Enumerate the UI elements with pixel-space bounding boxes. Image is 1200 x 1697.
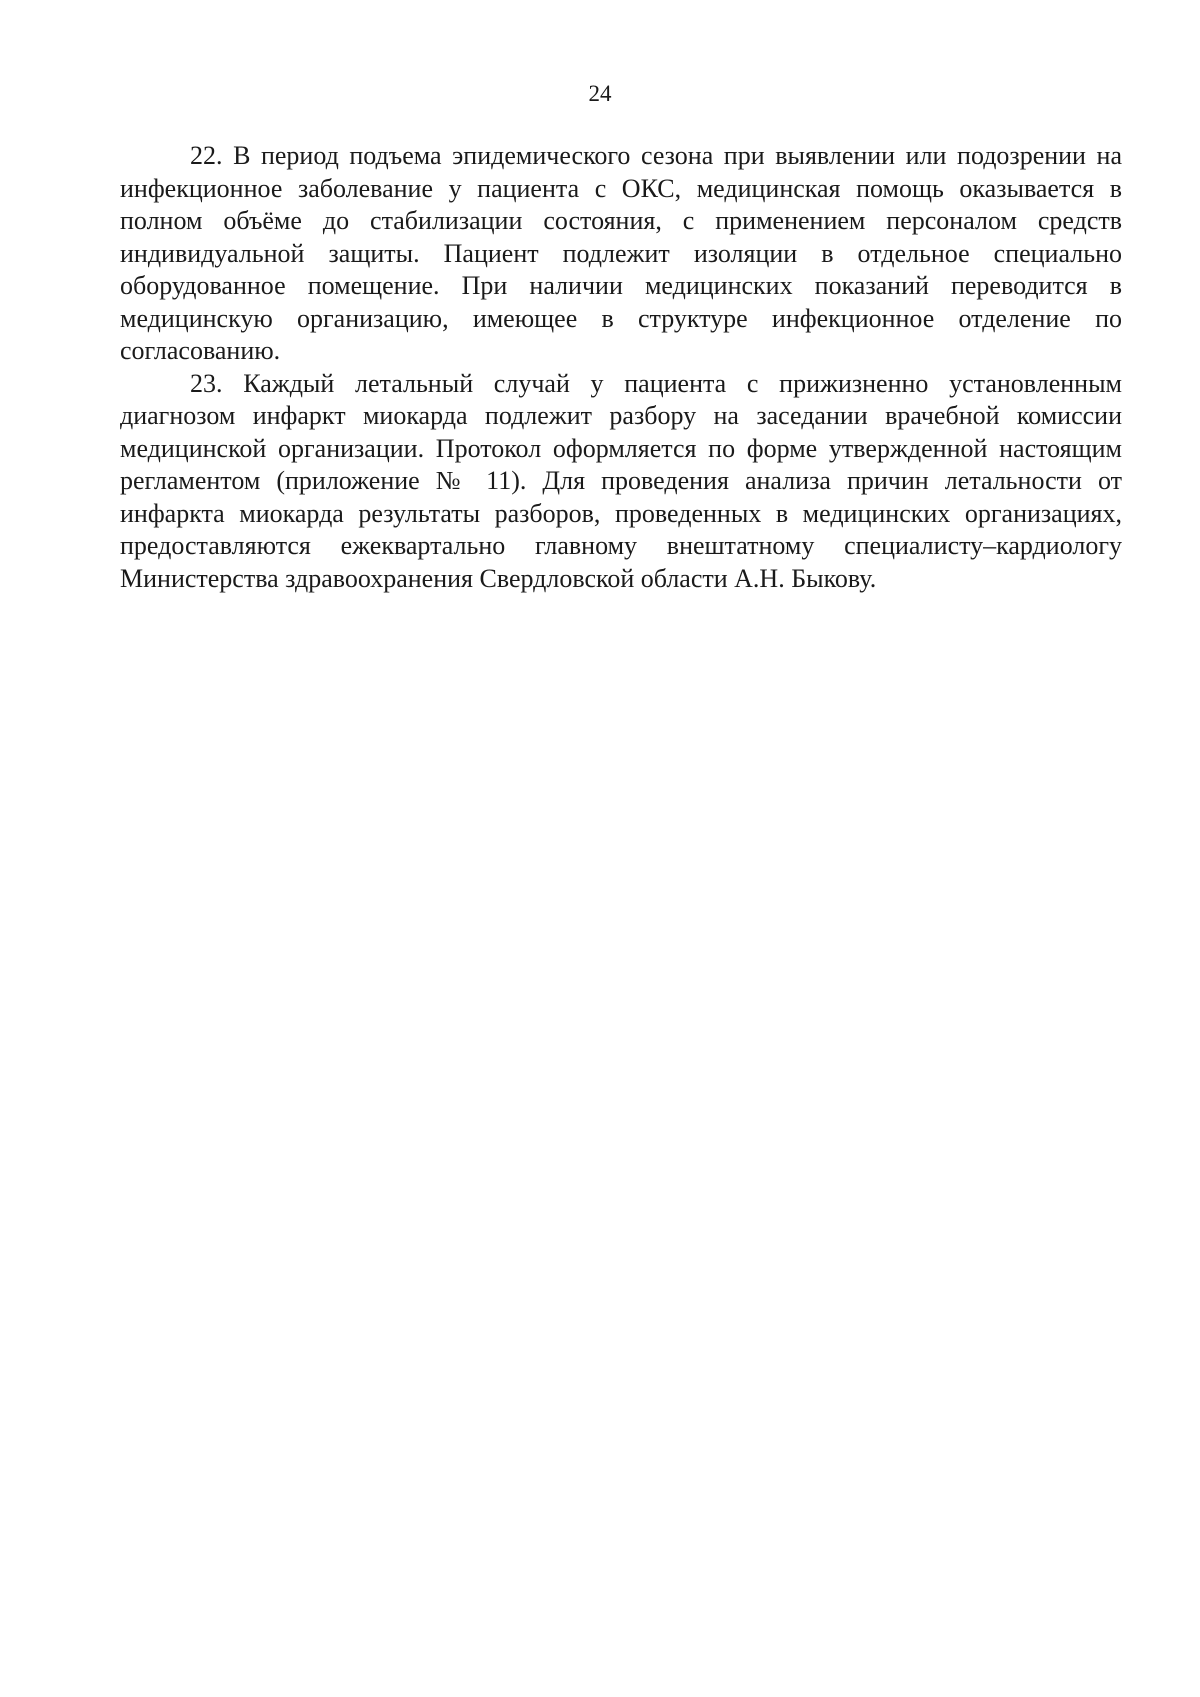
paragraph-23: 23. Каждый летальный случай у пациента с прижизненно установленным диагнозом инфаркт миокарда подлежит разбору на заседании врачебной комиссии медицинской организации. Протокол оформляется по форме утвержденной настоящим регламентом (приложение № 11). Для проведения анализа причин летальности от инфаркта миокарда результаты разборов, проведенных в медицинских организациях, предоставляются ежеквартально главному внештатному специалисту–кардиологу Министерства здравоохранения Свердловской области А.Н. Быкову. bbox=[120, 368, 1122, 593]
document-body bbox=[120, 140, 1122, 595]
page-number: 24 bbox=[588, 81, 612, 106]
paragraph-22: 22. В период подъема эпидемического сезона при выявлении или подозрении на инфекционное заболевание у пациента с ОКС, медицинская помощь оказывается в полном объёме до стабилизации состояния, с применением персоналом средств индивидуальной защиты. Пациент подлежит изоляции в отдельное специально оборудованное помещение. При наличии медицинских показаний переводится в медицинскую организацию, имеющее в структуре инфекционное отделение по согласованию. bbox=[120, 141, 1122, 365]
